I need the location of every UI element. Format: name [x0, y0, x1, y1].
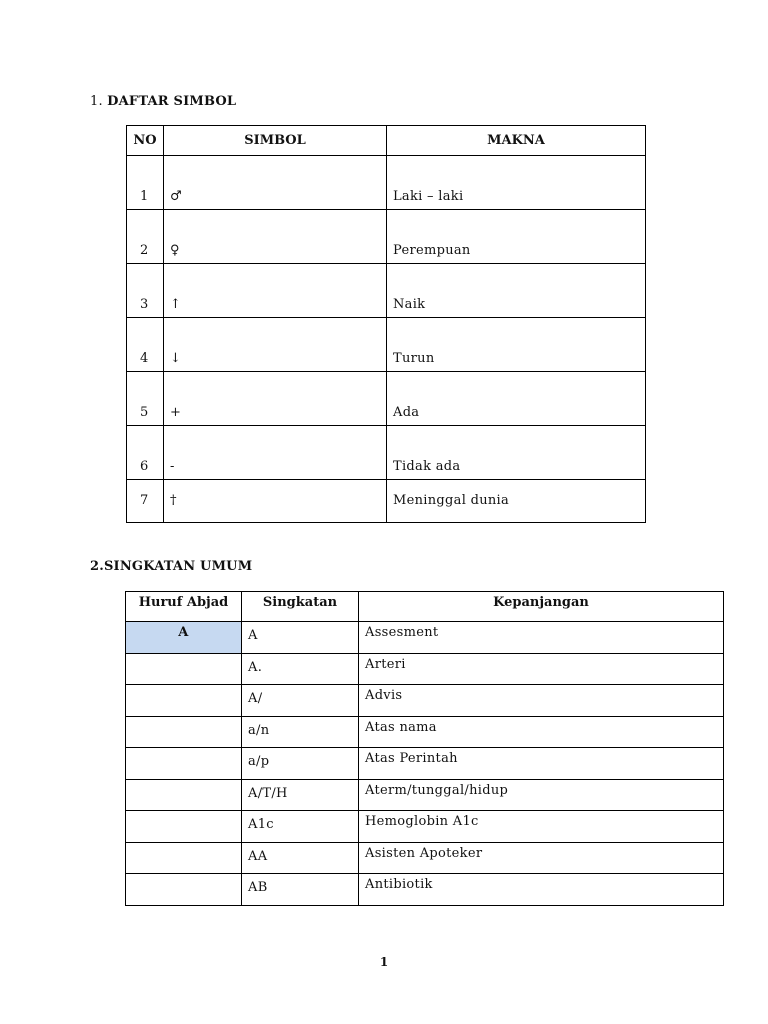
letter-cell [126, 779, 242, 811]
expansion-cell: Antibiotik [359, 874, 724, 906]
expansion-cell: Hemoglobin A1c [359, 811, 724, 843]
table-row [126, 779, 724, 811]
row-meaning: Turun [387, 318, 646, 372]
row-no: 1 [127, 156, 164, 210]
female-symbol: ♀ [164, 210, 387, 264]
table-row [127, 156, 646, 210]
row-no: 2 [127, 210, 164, 264]
section1-number: 1. [90, 94, 103, 109]
row-no: 7 [127, 480, 164, 523]
expansion-cell: Asisten Apoteker [359, 842, 724, 874]
abbreviation-cell: A [242, 622, 359, 654]
header-kepanjangan: Kepanjangan [359, 592, 724, 622]
header-singkatan: Singkatan [242, 592, 359, 622]
symbol-table-header [127, 126, 646, 156]
row-no: 6 [127, 426, 164, 480]
table-row [127, 264, 646, 318]
abbreviation-table-header [126, 592, 724, 622]
abbreviation-cell: a/n [242, 716, 359, 748]
abbreviation-cell: A1c [242, 811, 359, 843]
expansion-cell: Atas Perintah [359, 748, 724, 780]
abbreviation-cell: a/p [242, 748, 359, 780]
row-meaning: Meninggal dunia [387, 480, 646, 523]
table-row [127, 210, 646, 264]
table-row [127, 480, 646, 523]
expansion-cell: Atas nama [359, 716, 724, 748]
letter-cell [126, 716, 242, 748]
row-meaning: Ada [387, 372, 646, 426]
abbreviation-cell: A/ [242, 685, 359, 717]
male-symbol: ♂ [164, 156, 387, 210]
letter-cell [126, 811, 242, 843]
abbreviation-cell: AA [242, 842, 359, 874]
letter-cell [126, 842, 242, 874]
header-simbol: SIMBOL [164, 126, 387, 156]
letter-cell: A [126, 622, 242, 654]
page-number: 1 [379, 955, 389, 969]
letter-cell [126, 653, 242, 685]
letter-cell [126, 748, 242, 780]
row-no: 3 [127, 264, 164, 318]
header-huruf-abjad: Huruf Abjad [126, 592, 242, 622]
header-no: NO [127, 126, 164, 156]
dagger-symbol: † [164, 480, 387, 523]
row-meaning: Perempuan [387, 210, 646, 264]
table-row [126, 842, 724, 874]
expansion-cell: Advis [359, 685, 724, 717]
table-row [127, 318, 646, 372]
table-row [126, 653, 724, 685]
row-no: 4 [127, 318, 164, 372]
abbreviation-table [125, 591, 724, 906]
header-makna: MAKNA [387, 126, 646, 156]
expansion-cell: Arteri [359, 653, 724, 685]
section1-title: DAFTAR SIMBOL [107, 94, 237, 109]
section2-heading [90, 559, 252, 574]
abbreviation-cell: AB [242, 874, 359, 906]
expansion-cell: Aterm/tunggal/hidup [359, 779, 724, 811]
table-row [127, 372, 646, 426]
row-no: 5 [127, 372, 164, 426]
up-arrow-symbol: ↑ [164, 264, 387, 318]
letter-cell [126, 874, 242, 906]
abbreviation-cell: A. [242, 653, 359, 685]
table-row [126, 716, 724, 748]
section2-title: 2.SINGKATAN UMUM [90, 559, 253, 574]
row-meaning: Laki – laki [387, 156, 646, 210]
table-row [126, 622, 724, 654]
plus-symbol: + [164, 372, 387, 426]
expansion-cell: Assesment [359, 622, 724, 654]
minus-symbol: - [164, 426, 387, 480]
section1-heading [90, 94, 236, 109]
table-row [127, 426, 646, 480]
table-row [126, 748, 724, 780]
abbreviation-cell: A/T/H [242, 779, 359, 811]
symbol-table [126, 125, 646, 523]
letter-cell [126, 685, 242, 717]
down-arrow-symbol: ↓ [164, 318, 387, 372]
row-meaning: Naik [387, 264, 646, 318]
table-row [126, 874, 724, 906]
row-meaning: Tidak ada [387, 426, 646, 480]
table-row [126, 811, 724, 843]
table-row [126, 685, 724, 717]
